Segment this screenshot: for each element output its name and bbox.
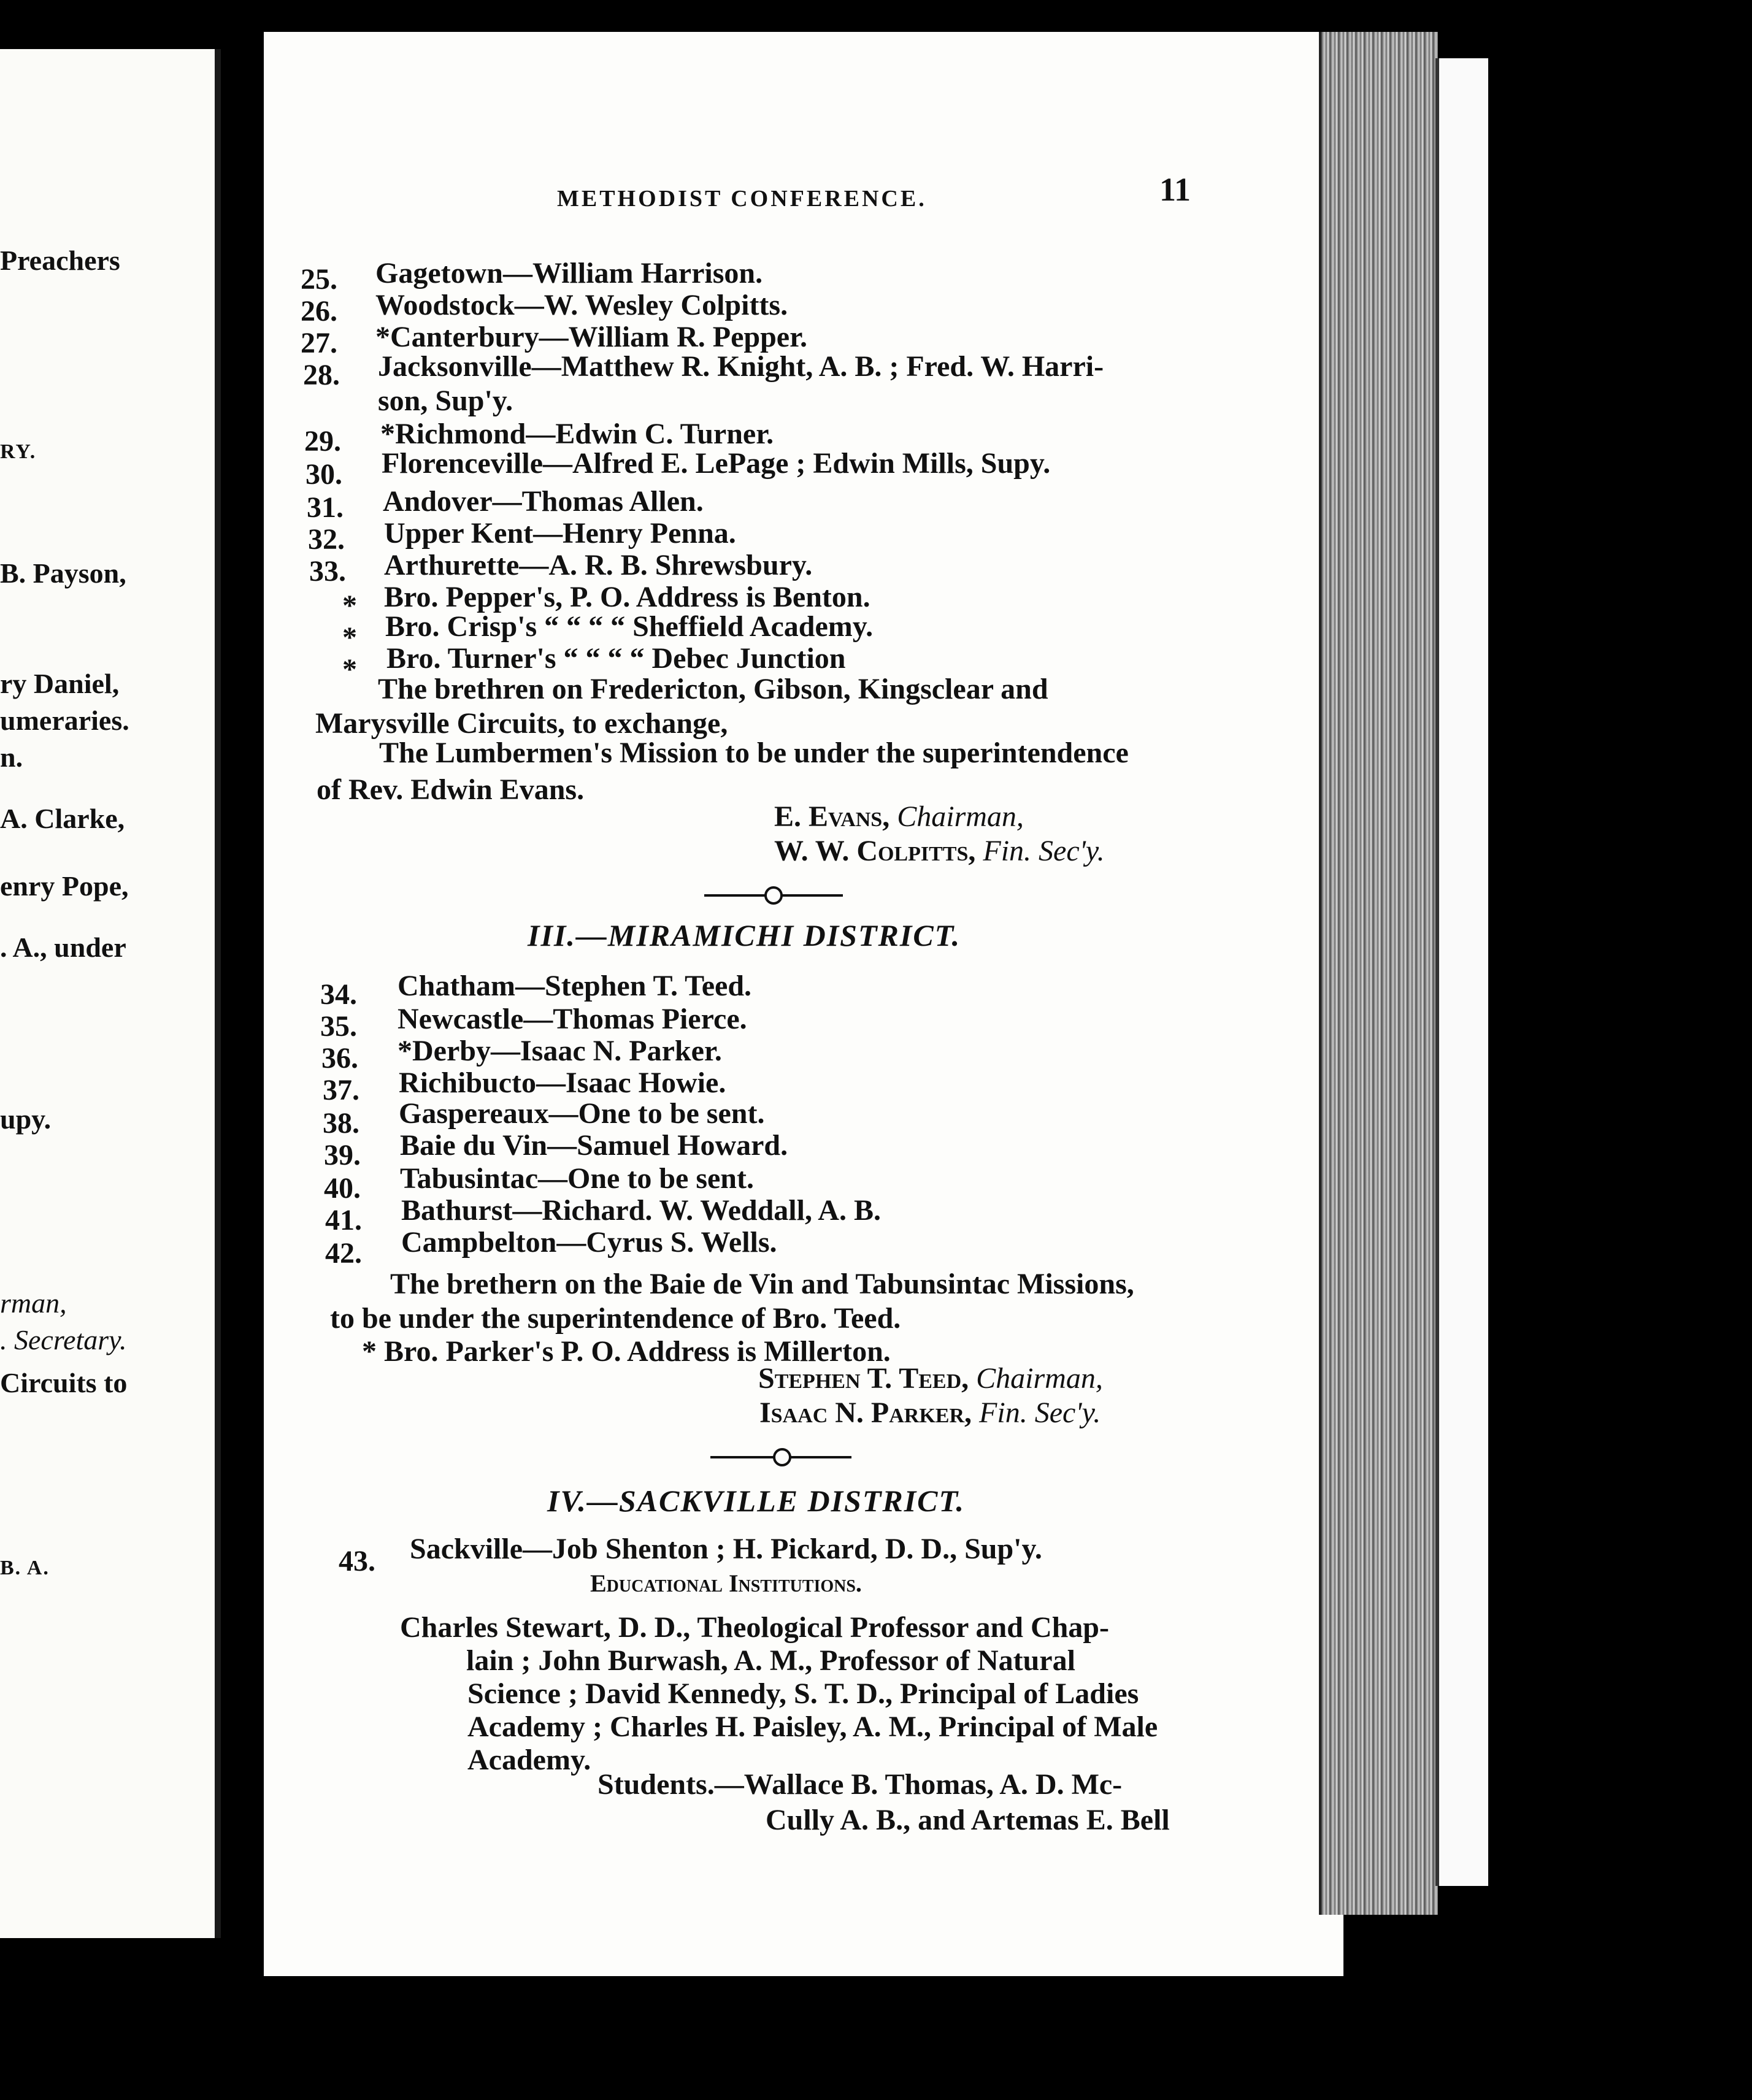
entry-number: 27. xyxy=(301,327,337,359)
entry-number: 31. xyxy=(307,491,344,524)
signature-line xyxy=(758,1362,1103,1395)
entry-number: 33. xyxy=(309,555,346,588)
footnote-mark: * xyxy=(342,621,357,654)
left-line: RY. xyxy=(0,440,37,463)
entry-text: Campbelton—Cyrus S. Wells. xyxy=(401,1226,777,1259)
district-heading: IV.—SACKVILLE DISTRICT. xyxy=(547,1484,965,1518)
entry-number: 26. xyxy=(301,295,337,328)
entry-text: Newcastle—Thomas Pierce. xyxy=(398,1003,747,1035)
students-line: Students.—Wallace B. Thomas, A. D. Mc- xyxy=(597,1768,1123,1801)
footnote-text: Bro. Crisp's “ “ “ “ Sheffield Academy. xyxy=(385,610,874,643)
left-line: A. Clarke, xyxy=(0,803,125,834)
students-line: Cully A. B., and Artemas E. Bell xyxy=(766,1804,1170,1836)
entry-number: 34. xyxy=(320,978,357,1011)
signature-line xyxy=(759,1396,1101,1430)
entry-text: *Derby—Isaac N. Parker. xyxy=(398,1035,722,1067)
secretary-name: W. W. Colpitts, xyxy=(774,835,976,867)
entry-text: Florenceville—Alfred E. LePage ; Edwin Mills, Supy. xyxy=(382,447,1051,480)
entry-number: 38. xyxy=(323,1107,359,1140)
paragraph-line: Charles Stewart, D. D., Theological Professor and Chap- xyxy=(400,1611,1109,1644)
footnote-text: Bro. Turner's “ “ “ “ Debec Junction xyxy=(386,642,846,675)
paragraph-line: * Bro. Parker's P. O. Address is Millerton. xyxy=(362,1335,891,1368)
left-line: upy. xyxy=(0,1103,52,1135)
chairman-role: Chairman, xyxy=(897,800,1024,833)
footnote-mark: * xyxy=(342,653,357,686)
paragraph-line: The brethern on the Baie de Vin and Tabunsintac Missions, xyxy=(390,1268,1134,1300)
entry-number: 35. xyxy=(320,1010,357,1043)
page-edge xyxy=(1319,32,1438,1915)
paragraph-line: Academy. xyxy=(467,1744,591,1776)
entry-number: 32. xyxy=(308,523,345,556)
entry-number: 37. xyxy=(323,1074,359,1106)
entry-number: 39. xyxy=(324,1139,361,1171)
paragraph-line: Marysville Circuits, to exchange, xyxy=(315,707,728,740)
left-line: rman, xyxy=(0,1287,67,1319)
paragraph-line: The brethren on Fredericton, Gibson, Kingsclear and xyxy=(378,673,1048,705)
entry-text: Tabusintac—One to be sent. xyxy=(400,1162,754,1195)
entry-text: Woodstock—W. Wesley Colpitts. xyxy=(375,289,788,321)
paragraph-line: Academy ; Charles H. Paisley, A. M., Principal of Male xyxy=(467,1711,1158,1743)
chairman-name: E. Evans, xyxy=(774,800,890,833)
entry-number: 25. xyxy=(301,263,337,296)
entry-text: Bathurst—Richard. W. Weddall, A. B. xyxy=(401,1194,881,1227)
left-line: B. A. xyxy=(0,1557,50,1579)
footnote-mark: * xyxy=(342,589,357,622)
entry-number: 30. xyxy=(305,458,342,491)
signature-line xyxy=(774,834,1105,868)
left-line: . A., under xyxy=(0,932,126,963)
entry-text: Chatham—Stephen T. Teed. xyxy=(398,970,752,1002)
section-subheading: Educational Institutions. xyxy=(590,1569,862,1597)
entry-text: Jacksonville—Matthew R. Knight, A. B. ; Fred. W. Harri- xyxy=(378,350,1104,383)
page-edge-strip xyxy=(1435,58,1488,1886)
entry-text: Upper Kent—Henry Penna. xyxy=(384,517,736,550)
entry-text: Baie du Vin—Samuel Howard. xyxy=(400,1129,788,1162)
entry-text: Sackville—Job Shenton ; H. Pickard, D. D., Sup'y. xyxy=(410,1533,1042,1565)
entry-number: 29. xyxy=(304,425,341,458)
entry-number: 36. xyxy=(321,1042,358,1075)
left-line: umeraries. xyxy=(0,705,129,736)
entry-text: Gagetown—William Harrison. xyxy=(375,257,763,289)
entry-text: Richibucto—Isaac Howie. xyxy=(399,1067,726,1099)
secretary-role: Fin. Sec'y. xyxy=(979,1397,1101,1429)
chairman-name: Stephen T. Teed, xyxy=(758,1362,969,1395)
divider-ornament xyxy=(764,886,783,905)
entry-number: 41. xyxy=(325,1204,362,1236)
secretary-role: Fin. Sec'y. xyxy=(983,835,1105,867)
paragraph-line: Science ; David Kennedy, S. T. D., Principal of Ladies xyxy=(467,1677,1139,1710)
left-line: ry Daniel, xyxy=(0,668,120,699)
page-number: 11 xyxy=(1159,171,1191,208)
paragraph-line: of Rev. Edwin Evans. xyxy=(317,773,585,806)
entry-text: Gaspereaux—One to be sent. xyxy=(399,1097,765,1130)
entry-text: *Richmond—Edwin C. Turner. xyxy=(380,418,774,450)
entry-text: *Canterbury—William R. Pepper. xyxy=(375,321,807,353)
left-line: B. Payson, xyxy=(0,558,126,589)
entry-text: Andover—Thomas Allen. xyxy=(383,485,704,518)
paragraph-line: to be under the superintendence of Bro. Teed. xyxy=(330,1302,901,1335)
paragraph-line: The Lumbermen's Mission to be under the superintendence xyxy=(379,737,1129,769)
left-line: . Secretary. xyxy=(0,1324,127,1355)
left-line: Preachers xyxy=(0,245,120,276)
entry-number: 28. xyxy=(303,359,340,391)
chairman-role: Chairman, xyxy=(976,1362,1103,1395)
entry-text: son, Sup'y. xyxy=(378,385,513,417)
divider-ornament xyxy=(773,1448,791,1466)
entry-number: 42. xyxy=(325,1237,362,1270)
entry-text: Arthurette—A. R. B. Shrewsbury. xyxy=(384,549,813,581)
secretary-name: Isaac N. Parker, xyxy=(759,1397,972,1429)
footnote-text: Bro. Pepper's, P. O. Address is Benton. xyxy=(384,581,870,613)
district-heading: III.—MIRAMICHI DISTRICT. xyxy=(528,918,961,952)
running-head: METHODIST CONFERENCE. xyxy=(557,186,927,212)
entry-number: 43. xyxy=(339,1545,375,1577)
signature-line xyxy=(774,800,1024,833)
left-line: enry Pope, xyxy=(0,870,129,902)
left-line: Circuits to xyxy=(0,1367,128,1398)
left-line: n. xyxy=(0,742,23,773)
paragraph-line: lain ; John Burwash, A. M., Professor of Natural xyxy=(466,1644,1075,1677)
entry-number: 40. xyxy=(324,1172,361,1205)
left-page xyxy=(0,49,221,1938)
